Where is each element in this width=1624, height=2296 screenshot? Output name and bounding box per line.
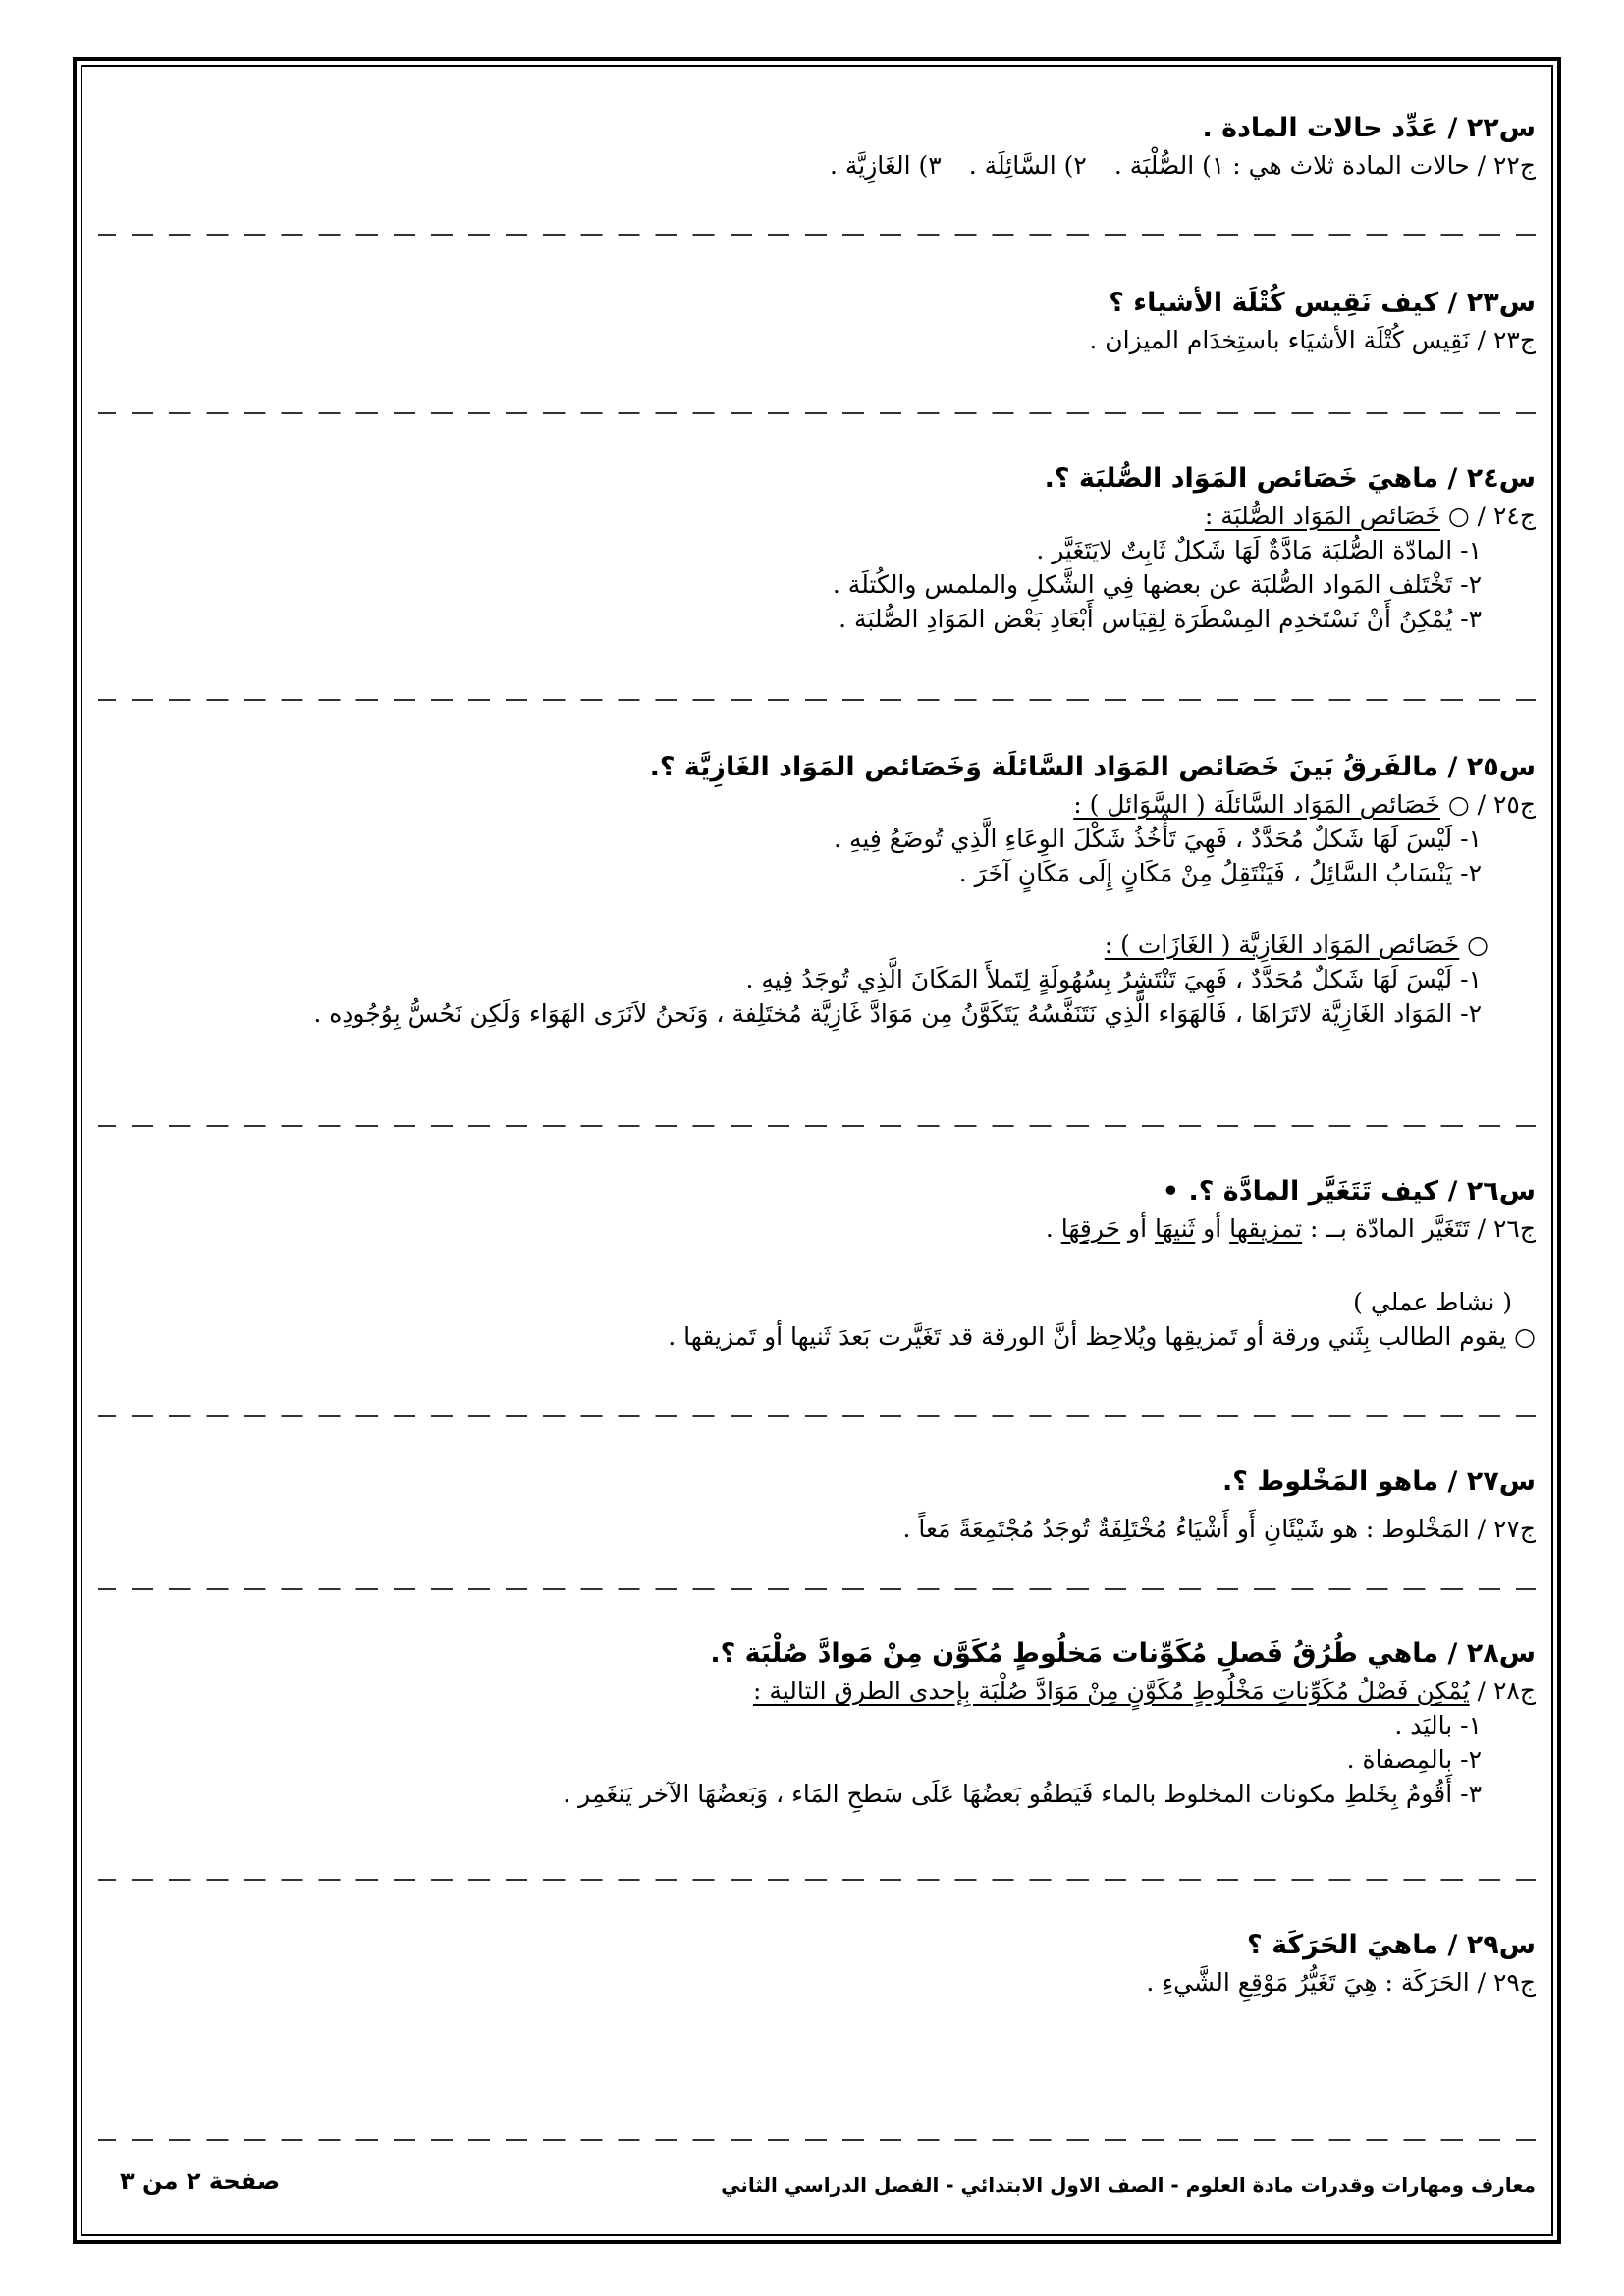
answer-28-intro-line [98, 1674, 1536, 1708]
answer-26-end: . [1045, 1214, 1054, 1243]
separator [98, 1588, 1536, 1590]
question-26-text: س٢٦ / كيف تَتَغَيَّر المادَّة ؟. • [1162, 1176, 1536, 1206]
answer-28-prefix: ج٢٨ / [1469, 1677, 1536, 1705]
answer-22 [98, 148, 1536, 183]
connector-or: أو [1203, 1214, 1222, 1243]
solids-properties-list [98, 533, 1536, 636]
footer-title: معارف ومهارات وقدرات مادة العلوم - الصف الاول الابتدائي - الفصل الدراسي الثاني [721, 2173, 1536, 2197]
way-folding: ثَنيهَا [1155, 1214, 1196, 1243]
gases-header-line [98, 928, 1536, 962]
question-28 [98, 1634, 1536, 1811]
separation-methods-list [98, 1708, 1536, 1811]
answer-26-prefix: ج٢٦ / تَتَغَيَّر المادّة بــ : [1302, 1214, 1536, 1243]
answer-29: ج٢٩ / الحَرَكَة : هِيَ تَغَيُّرُ مَوْقِعِ الشَّيءِ . [1146, 1968, 1536, 1997]
list-item: ١- لَيْسَ لَهَا شَكلٌ مُحَدَّدٌ ، فَهِيَ تَنْتَشِرُ بِسُهُولَةٍ لِتَملأَ المَكَانَ الَّذِي تُوجَدُ فِيهِ . [745, 965, 1482, 993]
separator [98, 1415, 1536, 1417]
question-29-text: س٢٩ / ماهيَ الحَرَكَة ؟ [1247, 1930, 1536, 1960]
separator [98, 699, 1536, 701]
question-27 [98, 1463, 1536, 1546]
state-gas: ٣) الغَازِيَّة . [829, 151, 942, 180]
list-item: ٣- أَقُومُ بِخَلطِ مكونات المخلوط بالماء فَيَطفُو بَعضُهَا عَلَى سَطحِ المَاء ، وَبَعضُهَا الآخر يَنغَمِر . [563, 1780, 1482, 1808]
separator [98, 1125, 1536, 1127]
gases-properties-heading: خَصَائص المَوَاد الغَازِيَّة ( الغَازَات ) : [1104, 931, 1460, 959]
separator [98, 2139, 1536, 2141]
answer-25-header-line [98, 787, 1536, 822]
question-22 [98, 109, 1536, 183]
liquids-properties-heading: خَصَائص المَوَاد السَّائلَة ( السَّوَائل ) : [1073, 790, 1440, 819]
list-item: ٢- يَنْسَابُ السَّائِلُ ، فَيَنْتَقِلُ مِنْ مَكَانٍ إِلَى مَكَانٍ آخَرَ . [958, 859, 1482, 887]
separator [98, 234, 1536, 236]
way-tearing: تمزيقها [1229, 1214, 1303, 1243]
answer-24-prefix: ج٢٤ / ○ [1439, 502, 1536, 530]
list-item: ٢- المَوَاد الغَازِيَّة لاتَرَاهَا ، فَالهَوَاء الَّذِي نَتَنَفَّسُهُ يَتَكَوَّنُ مِن مَوَادَّ غَازِيَّة مُختَلِفة ، وَنَحنُ لاَنَرَى الهَوَاء وَلَكِن نَحُسُّ بِوُجُودِه . [313, 999, 1482, 1028]
question-24 [98, 459, 1536, 636]
gases-bullet: ○ [1459, 931, 1489, 959]
list-item: ١- باليَد . [1394, 1711, 1482, 1739]
answer-23: ج٢٣ / نَقِيس كُتْلَة الأشيَاء باستِخدَام الميزان . [1089, 326, 1536, 354]
question-23-text: س٢٣ / كيف نَقِيس كُتْلَة الأشياء ؟ [1109, 288, 1536, 318]
separator [98, 412, 1536, 414]
way-burning: حَرقِهَا [1060, 1214, 1121, 1243]
page-footer [98, 2167, 1536, 2207]
answer-22-prefix: ج٢٢ / حالات المادة ثلاث هي : [1224, 151, 1536, 180]
worksheet-content [98, 65, 1536, 2236]
question-26 [98, 1172, 1536, 1354]
page-number: صفحة ٢ من ٣ [120, 2167, 281, 2195]
answer-27: ج٢٧ / المَخْلوط : هو شَيْئَانِ أَو أَشْيَاءُ مُخْتَلِفَةٌ تُوجَدُ مُجْتَمِعَةً مَعاً . [902, 1515, 1536, 1543]
activity-text: ○ يقوم الطالب بِثَني ورقة أو تَمزيقِها ويُلاحِظ أنَّ الورقة قد تَغَيَّرت بَعدَ ثَنيها أو تَمزيقها . [668, 1322, 1536, 1351]
list-item: ١- المادّة الصُّلبَة مَادَّةٌ لَهَا شَكلٌ ثَابِتٌ لايَتَغَيَّر . [1036, 536, 1482, 564]
separation-methods-intro: يُمْكِن فَصْلُ مُكَوِّناتِ مَخْلُوطٍ مُكَوَّنٍ مِنْ مَوَادَّ صُلْبَة بِإحدى الطرق التالية : [752, 1677, 1470, 1705]
question-25-text: س٢٥ / مالفَرقُ بَينَ خَصَائص المَوَاد السَّائلَة وَخَصَائص المَوَاد الغَازِيَّة ؟. [649, 752, 1536, 782]
list-item: ٣- يُمْكِنُ أَنْ نَسْتَخدِم المِسْطَرَة لِقِيَاس أَبْعَادِ بَعْض المَوَادِ الصُّلبَة . [839, 605, 1482, 633]
separator [98, 1879, 1536, 1881]
list-item: ١- لَيْسَ لَهَا شَكلٌ مُحَدَّدٌ ، فَهِيَ تَأْخُذُ شَكْلَ الوِعَاءِ الَّذِي تُوضَعُ فِيهِ . [834, 825, 1482, 853]
activity-title: ( نشاط عملي ) [1353, 1288, 1512, 1316]
question-29 [98, 1926, 1536, 2000]
answer-26 [98, 1211, 1536, 1246]
question-22-text: س٢٢ / عَدِّد حالات المادة . [1202, 113, 1536, 143]
state-solid: ١) الصُّلْبَة . [1113, 151, 1225, 180]
question-28-text: س٢٨ / ماهي طُرُقُ فَصلِ مُكَوِّنات مَخلُوطٍ مُكَوَّن مِنْ مَوادَّ صُلْبَة ؟. [710, 1638, 1536, 1669]
question-24-text: س٢٤ / ماهيَ خَصَائص المَوَاد الصُّلبَة ؟. [1044, 463, 1536, 494]
connector-or: أو [1128, 1214, 1148, 1243]
state-liquid: ٢) السَّائِلَة . [968, 151, 1087, 180]
answer-25-prefix: ج٢٥ / ○ [1439, 790, 1536, 819]
gases-properties-list [98, 962, 1536, 1031]
list-item: ٢- تَخْتَلف المَواد الصُّلبَة عن بعضها فِي الشَّكلِ والملمس والكُتلَة . [832, 570, 1482, 599]
list-item: ٢- بالمِصفاة . [1346, 1745, 1482, 1774]
question-23 [98, 284, 1536, 357]
solids-properties-heading: خَصَائص المَوَاد الصُّلبَة : [1204, 502, 1440, 530]
question-27-text: س٢٧ / ماهو المَخْلوط ؟. [1221, 1467, 1536, 1497]
answer-24-header-line [98, 499, 1536, 533]
liquids-properties-list [98, 822, 1536, 890]
question-25 [98, 748, 1536, 1031]
